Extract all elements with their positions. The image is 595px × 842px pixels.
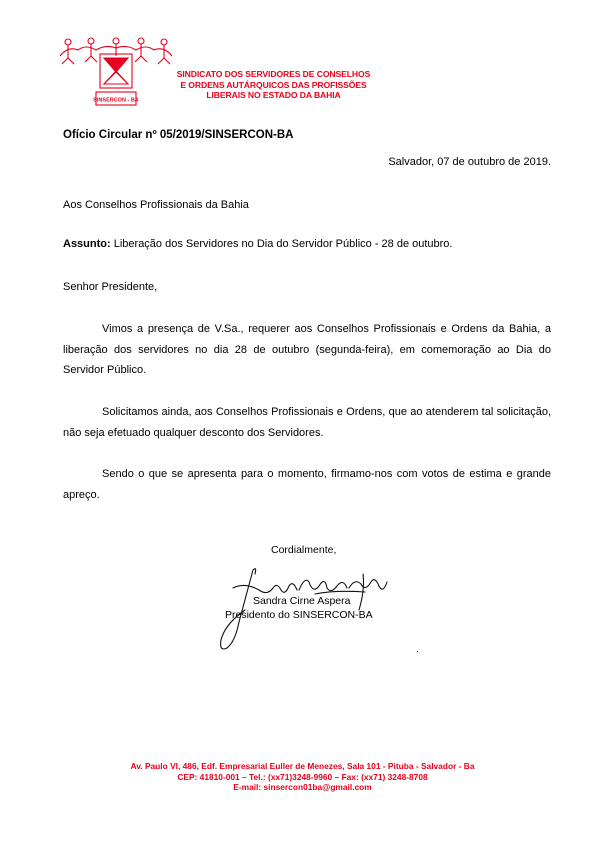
footer-address [90, 761, 515, 793]
footer-line: E-mail: sinsercon01ba@gmail.com [233, 782, 372, 792]
handwritten-signature [215, 560, 395, 655]
body-paragraph: Solicitamos ainda, aos Conselhos Profissionais e Ordens, que ao atenderem tal solicitação, não seja efetuado qualquer desconto dos Servidores. [63, 406, 551, 439]
document-date: Salvador, 07 de outubro de 2019. [388, 156, 551, 168]
body-paragraph: Sendo o que se apresenta para o momento, firmamo-nos com votos de estima e grande apreço. [63, 468, 551, 501]
subject-line [63, 238, 452, 250]
subject-label: Assunto: [63, 238, 111, 250]
subject-text: Liberação dos Servidores no Dia do Servidor Público - 28 de outubro. [110, 238, 453, 250]
recipient: Aos Conselhos Profissionais da Bahia [63, 199, 249, 211]
organization-name [166, 69, 381, 101]
body-paragraph: Vimos a presença de V.Sa., requerer aos Conselhos Profissionais e Ordens da Bahia, a liberação dos servidores no dia 28 de outubro (segunda-feira), em comemoração ao Dia do Servidor Público. [63, 323, 551, 376]
closing: Cordialmente, [271, 544, 337, 556]
org-name-line: SINDICATO DOS SERVIDORES DE CONSELHOS [176, 69, 371, 79]
footer-line: CEP: 41810-001 – Tel.: (xx71)3248-9960 – Fax: (xx71) 3248-8708 [177, 771, 428, 782]
signer-name: Sandra Cirne Aspera [253, 595, 351, 607]
logo-graphic [56, 36, 176, 108]
org-name-line: LIBERAIS NO ESTADO DA BAHIA [206, 90, 341, 100]
document-reference: Ofício Circular nº 05/2019/SINSERCON-BA [63, 129, 294, 141]
org-name-line: E ORDENS AUTÁRQUICOS DAS PROFISSÕES [180, 79, 367, 90]
salutation: Senhor Presidente, [63, 281, 158, 293]
stray-mark: . [416, 644, 419, 655]
sinsercon-logo [56, 36, 176, 108]
logo-text: SINSERCON - BA [93, 97, 139, 104]
footer-line: Av. Paulo VI, 486, Edf. Empresarial Euller de Menezes, Sala 101 - Pituba - Salvador - Ba [130, 761, 475, 771]
signer-role: Presidento do SINSERCON-BA [225, 609, 373, 621]
